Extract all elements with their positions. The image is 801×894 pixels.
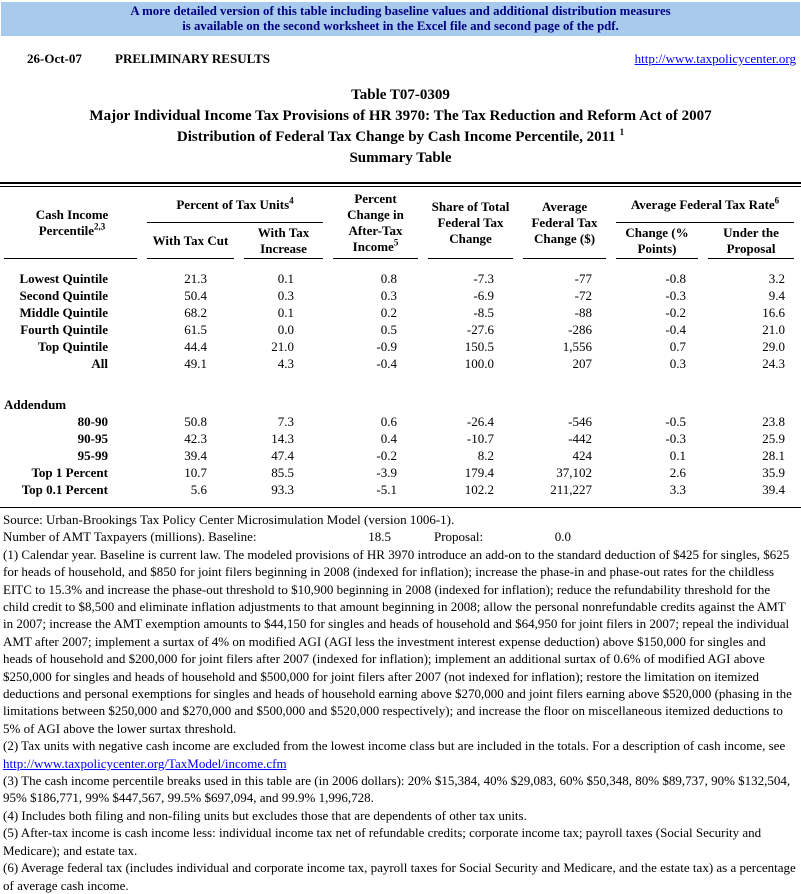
cell-value: 5.6 (190, 482, 207, 497)
col-header-share-of-total (423, 187, 518, 259)
cell-value: -0.8 (665, 271, 687, 286)
cell-value: 8.2 (477, 448, 495, 463)
cell-value: -0.2 (376, 448, 398, 463)
cell-value: 3.3 (669, 482, 687, 497)
col-group-percent-of-tax-units (142, 187, 328, 223)
cell-value: 3.2 (768, 271, 786, 286)
row-label: 95-99 (77, 448, 108, 463)
table-row (2, 413, 799, 430)
footnote-mark: 2,3 (94, 221, 106, 232)
col-header-average-change (518, 187, 611, 259)
table-row (2, 355, 799, 372)
cell-value: 2.6 (669, 465, 687, 480)
taxpolicycenter-link[interactable]: http://www.taxpolicycenter.org (634, 51, 796, 66)
row-label: 80-90 (77, 414, 108, 429)
cell-value: 14.3 (271, 431, 295, 446)
col-header-percent-change-after-tax-income (328, 187, 423, 259)
footnote-1: (1) Calendar year. Baseline is current law. The modeled provisions of HR 3970 introduce an add-on to the standard deduction of $425 for singles, $625 for heads of household, and $850 for joint filers beginning in 2008 (indexed for inflation); increase the phase-in and phase-out rates for the childless EITC to 15.3% and increase the phase-out threshold to $10,900 beginning in 2008 (indexed for inflation); reduce the refundability threshold for the child credit to $8,500 and eliminate inflation adjustments to that amount beginning in 2008; allow the personal nonrefundable credits against the AMT in 2007; increase the AMT exemption amounts to $44,150 for singles and heads of household and $64,950 for joint filers in 2007; repeal the individual AMT after 2007; implement a surtax of 4% on modified AGI (AGI less the investment interest expense deduction) above $150,000 for singles and heads of household and $200,000 for joint filers after 2007 (indexed for inflation); implement an additional surtax of 0.6% of modified AGI above $250,000 for singles and heads of household and $500,000 for joint filers after 2007 (not indexed for inflation); restore the limitation on itemized deductions and personal exemptions for singles and heads of household earning above $270,000 and joint filers earning above $520,000 (phasing in the limitations between $250,000 and $270,000 and $500,000 and $520,000 respectively); and increase the floor on miscellaneous itemized deductions to 5% of AGI above the lower surtax threshold. (3, 546, 792, 736)
title-block (0, 85, 801, 169)
summary-table-title: Summary Table (349, 150, 452, 166)
cell-value: -442 (568, 431, 593, 446)
cell-value: -5.1 (376, 482, 398, 497)
cell-value: 49.1 (184, 356, 207, 371)
row-label: All (91, 356, 108, 371)
row-label: Fourth Quintile (20, 322, 108, 337)
cell-value: 35.9 (762, 465, 786, 480)
row-label: Top 1 Percent (31, 465, 108, 480)
cell-value: 68.2 (184, 305, 207, 320)
cell-value: 10.7 (184, 465, 207, 480)
amt-baseline-value: 18.5 (368, 529, 391, 545)
cell-value: 1,556 (562, 339, 593, 354)
row-label: Lowest Quintile (19, 271, 108, 286)
cell-value: 0.8 (380, 271, 398, 286)
cell-value: -6.9 (473, 288, 495, 303)
table-row (2, 447, 799, 464)
col-header-under-proposal: Under the Proposal (703, 223, 799, 259)
subtitle-footnote-mark: 1 (619, 127, 625, 137)
cell-value: -8.5 (473, 305, 495, 320)
cell-value: 102.2 (464, 482, 495, 497)
subtitle-text: Distribution of Federal Tax Change by Cash Income Percentile, 2011 (176, 129, 616, 145)
cell-value: 0.1 (277, 305, 295, 320)
cell-value: 25.9 (762, 431, 786, 446)
cell-value: 61.5 (184, 322, 207, 337)
cell-value: 37,102 (556, 465, 593, 480)
cell-value: 28.1 (762, 448, 786, 463)
date-label: 26-Oct-07 (27, 51, 82, 66)
cell-value: 0.6 (380, 414, 398, 429)
cell-value: -26.4 (466, 414, 495, 429)
col-header-with-tax-increase: With Tax Increase (239, 223, 328, 259)
footnotes-section (0, 507, 801, 894)
col-header-with-tax-cut: With Tax Cut (142, 223, 239, 259)
footnote-mark: 4 (289, 195, 294, 206)
header-text: Percentile (38, 223, 95, 238)
cell-value: 21.0 (271, 339, 295, 354)
amt-proposal-label: Proposal: (434, 529, 484, 545)
cell-value: 24.3 (762, 356, 786, 371)
cell-value: -0.3 (665, 431, 687, 446)
table-row (2, 287, 799, 304)
addendum-rows (2, 413, 799, 498)
addendum-section (2, 372, 799, 413)
banner-line-1: A more detailed version of this table including baseline values and additional distribution measures (130, 4, 671, 18)
cell-value: -7.3 (473, 271, 495, 286)
cell-value: 16.6 (762, 305, 786, 320)
cell-value: -3.9 (376, 465, 398, 480)
cell-value: 0.3 (277, 288, 295, 303)
table-row (2, 430, 799, 447)
header-text: Average Federal Tax Change ($) (531, 199, 598, 246)
cell-value: -27.6 (466, 322, 495, 337)
header-text: Share of Total Federal Tax Change (431, 199, 510, 246)
row-label: Top 0.1 Percent (21, 482, 108, 497)
cell-value: 42.3 (184, 431, 207, 446)
cell-value: 39.4 (762, 482, 786, 497)
col-group-average-federal-tax-rate (611, 187, 799, 223)
cell-value: -72 (574, 288, 593, 303)
cell-value: 179.4 (464, 465, 495, 480)
cell-value: 0.3 (380, 288, 398, 303)
cell-value: 39.4 (184, 448, 207, 463)
cell-value: 29.0 (762, 339, 786, 354)
cell-value: 0.1 (669, 448, 687, 463)
subtitle (0, 127, 801, 148)
distribution-table (2, 187, 799, 498)
header-text: Percent of Tax Units (176, 197, 290, 212)
row-label: 90-95 (77, 431, 108, 446)
quintile-rows (2, 259, 799, 372)
cell-value: 0.7 (669, 339, 687, 354)
cell-value: 424 (572, 448, 593, 463)
cell-value: -546 (568, 414, 593, 429)
cell-value: 50.4 (184, 288, 207, 303)
cell-value: 21.3 (184, 271, 207, 286)
cell-value: 85.5 (271, 465, 295, 480)
cell-value: -0.2 (665, 305, 687, 320)
table-number-title: Table T07-0309 (351, 87, 450, 103)
cell-value: 0.2 (380, 305, 398, 320)
cell-value: 150.5 (464, 339, 495, 354)
addendum-label: Addendum (4, 397, 67, 412)
cell-value: 7.3 (277, 414, 295, 429)
income-definition-link[interactable]: http://www.taxpolicycenter.org/TaxModel/income.cfm (3, 755, 287, 771)
table-row (2, 259, 799, 287)
cell-value: 47.4 (271, 448, 295, 463)
amt-proposal-value: 0.0 (554, 529, 571, 545)
header-text: Cash Income (35, 207, 109, 222)
footnote-5: (5) After-tax income is cash income less: individual income tax net of refundable credits; corporate income tax; payroll taxes (Social Security and Medicare); and estate tax. (3, 825, 762, 858)
cell-value: -77 (574, 271, 593, 286)
cell-value: 93.3 (271, 482, 295, 497)
row-label: Middle Quintile (19, 305, 108, 320)
table-row (2, 338, 799, 355)
cell-value: 21.0 (762, 322, 786, 337)
cell-value: -0.5 (665, 414, 687, 429)
cell-value: 23.8 (762, 414, 786, 429)
cell-value: 0.5 (380, 322, 398, 337)
cell-value: -0.4 (376, 356, 398, 371)
cell-value: -0.3 (665, 288, 687, 303)
header-text: Average Federal Tax Rate (630, 197, 775, 212)
cell-value: 0.4 (380, 431, 398, 446)
cell-value: 0.0 (277, 322, 295, 337)
row-label: Top Quintile (38, 339, 108, 354)
cell-value: 50.8 (184, 414, 207, 429)
table-row (2, 304, 799, 321)
cell-value: -0.4 (665, 322, 687, 337)
footnote-mark: 6 (774, 195, 780, 206)
main-title: Major Individual Income Tax Provisions of HR 3970: The Tax Reduction and Reform Act of 2007 (89, 108, 712, 124)
table-row (2, 321, 799, 338)
cell-value: -0.9 (376, 339, 398, 354)
banner-line-2: is available on the second worksheet in the Excel file and second page of the pdf. (182, 19, 619, 33)
footnote-6: (6) Average federal tax (includes individual and corporate income tax, payroll taxes for Social Security and Medicare, and the estate tax) as a percentage of average cash income. (3, 860, 796, 893)
col-header-change-points: Change (% Points) (611, 223, 703, 259)
col-header-cash-income-percentile (2, 187, 142, 259)
table-row (2, 481, 799, 498)
cell-value: -88 (574, 305, 593, 320)
preliminary-results-label: PRELIMINARY RESULTS (115, 51, 270, 66)
footnote-mark: 5 (393, 237, 399, 248)
header-text: Percent Change in After-Tax Income (347, 191, 404, 254)
cell-value: 0.1 (277, 271, 295, 286)
footnote-3: (3) The cash income percentile breaks used in this table are (in 2006 dollars): 20% $15,384, 40% $29,083, 60% $50,348, 80% $89,737, 90% $132,504, 95% $186,771, 99% $447,567, 99.5% $697,094, and 99.9% 1,996,728. (3, 773, 791, 806)
addendum-header-row (2, 372, 799, 413)
cell-value: 100.0 (464, 356, 495, 371)
cell-value: 211,227 (550, 482, 593, 497)
cell-value: 0.3 (669, 356, 687, 371)
footnote-2: (2) Tax units with negative cash income are excluded from the lowest income class but are included in the totals. For a description of cash income, see (3, 738, 786, 754)
cell-value: -286 (568, 322, 593, 337)
info-banner (1, 2, 800, 36)
cell-value: 207 (572, 356, 593, 371)
cell-value: -10.7 (466, 431, 495, 446)
meta-row (0, 51, 801, 68)
footnote-4: (4) Includes both filing and non-filing units but excludes those that are dependents of other tax units. (3, 807, 527, 823)
amt-taxpayers-row (3, 528, 797, 545)
amt-label: Number of AMT Taxpayers (millions). Baseline: (3, 529, 257, 545)
table-header (2, 187, 799, 259)
cell-value: 4.3 (277, 356, 295, 371)
cell-value: 9.4 (768, 288, 786, 303)
source-line: Source: Urban-Brookings Tax Policy Center Microsimulation Model (version 1006-1). (3, 512, 455, 527)
cell-value: 44.4 (184, 339, 207, 354)
row-label: Second Quintile (19, 288, 108, 303)
table-row (2, 464, 799, 481)
